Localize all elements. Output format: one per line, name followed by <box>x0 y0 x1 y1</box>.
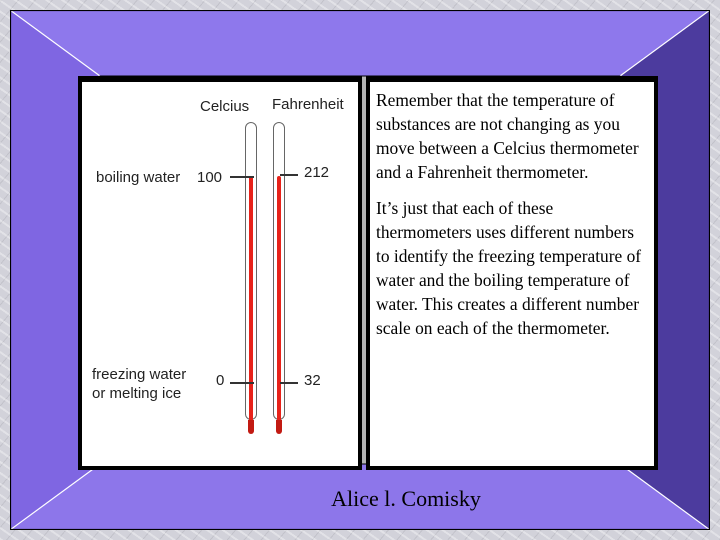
thermometer-diagram <box>82 82 358 466</box>
fahrenheit-mercury <box>277 176 281 424</box>
fahrenheit-freezing-value: 32 <box>304 372 321 389</box>
celsius-bulb <box>248 420 254 434</box>
celsius-freezing-value: 0 <box>216 372 225 389</box>
freezing-water-label: freezing water <box>92 366 187 383</box>
explanation-box <box>370 82 654 466</box>
fahrenheit-bulb <box>276 420 282 434</box>
fahrenheit-boiling-tick <box>280 174 298 176</box>
thermometer-diagram-panel <box>78 76 362 470</box>
fahrenheit-heading: Fahrenheit <box>272 96 344 113</box>
explanation-panel <box>366 76 658 470</box>
paragraph-1: Remember that the temperature of substances are not changing as you move between a Celcius thermometer and a Fahrenheit thermometer. <box>376 90 639 182</box>
fahrenheit-freezing-tick <box>280 382 298 384</box>
paragraph-2: It’s just that each of these thermometers uses different numbers to identify the freezing temperature of water and the boiling temperature of water. This creates a different number scale on each of the thermometer. <box>376 198 642 338</box>
celsius-mercury <box>249 176 253 424</box>
fahrenheit-boiling-value: 212 <box>304 164 330 181</box>
author-credit: Alice l. Comisky <box>331 486 481 511</box>
celsius-boiling-value: 100 <box>197 169 223 186</box>
celsius-heading: Celcius <box>200 98 250 115</box>
explanation-text <box>376 88 650 352</box>
melting-ice-label: or melting ice <box>92 385 182 402</box>
celsius-freezing-tick <box>230 382 254 384</box>
boiling-water-label: boiling water <box>96 169 181 186</box>
celsius-boiling-tick <box>230 176 254 178</box>
